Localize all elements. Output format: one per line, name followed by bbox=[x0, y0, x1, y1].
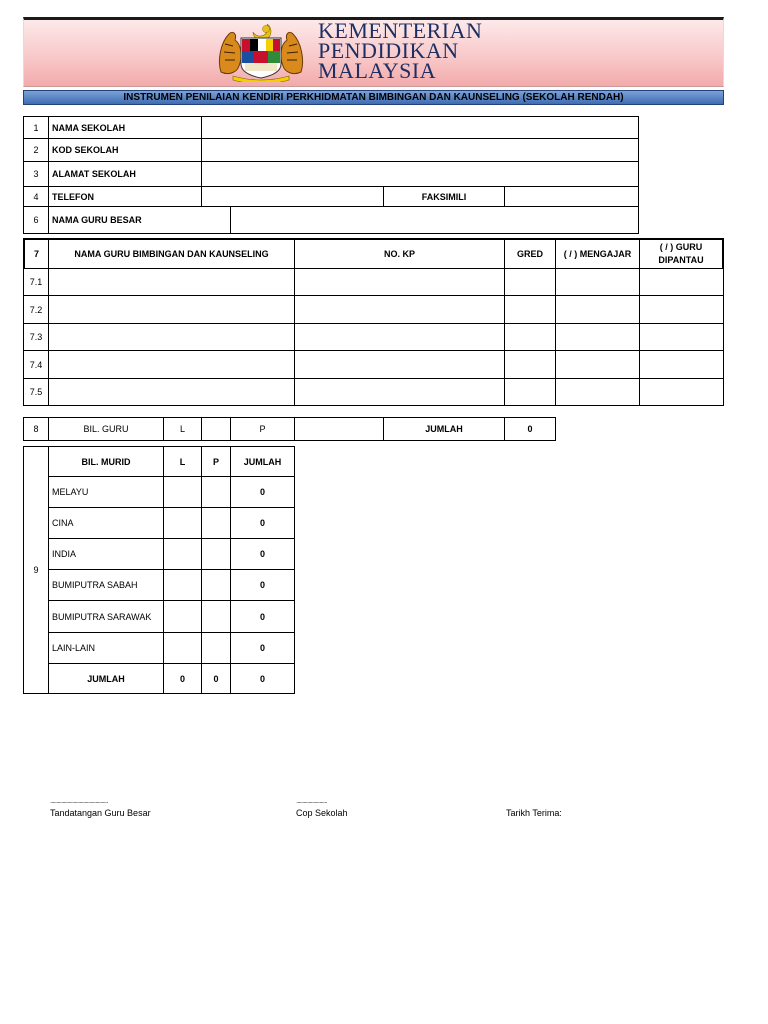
race-label-lain-lain: LAIN-LAIN bbox=[48, 632, 164, 664]
murid-jumlah-value: 0 bbox=[230, 538, 295, 570]
murid-p-input[interactable] bbox=[201, 569, 231, 601]
murid-p-input[interactable] bbox=[201, 632, 231, 664]
bil-guru-label: BIL. GURU bbox=[48, 417, 164, 441]
murid-l-input[interactable] bbox=[163, 569, 202, 601]
murid-p-input[interactable] bbox=[201, 476, 231, 508]
row-number: 7.3 bbox=[23, 323, 49, 351]
kod-sekolah-input[interactable] bbox=[201, 138, 639, 162]
murid-l-input[interactable] bbox=[163, 538, 202, 570]
jumlah-label: JUMLAH bbox=[383, 417, 505, 441]
telefon-input[interactable] bbox=[201, 186, 384, 207]
guru-l-input[interactable] bbox=[201, 417, 231, 441]
counselor-mengajar-checkbox[interactable] bbox=[555, 323, 640, 351]
ministry-line-2: PENDIDIKAN bbox=[318, 38, 459, 63]
ministry-line-3: MALAYSIA bbox=[318, 58, 437, 83]
counselor-mengajar-checkbox[interactable] bbox=[555, 350, 640, 379]
counselor-kp-input[interactable] bbox=[294, 378, 505, 406]
row-number: 7.4 bbox=[23, 350, 49, 379]
counselor-gred-input[interactable] bbox=[504, 268, 556, 296]
murid-l-input[interactable] bbox=[163, 507, 202, 539]
counselor-gred-input[interactable] bbox=[504, 350, 556, 379]
row-number: 2 bbox=[23, 138, 49, 162]
head-teacher-signature-label: Tandatangan Guru Besar bbox=[50, 808, 151, 818]
counselor-dipantau-checkbox[interactable] bbox=[639, 350, 724, 379]
guru-p-input[interactable] bbox=[294, 417, 384, 441]
nama-sekolah-input[interactable] bbox=[201, 116, 639, 139]
col-header-bil-murid: BIL. MURID bbox=[48, 446, 164, 477]
row-number: 7.2 bbox=[23, 295, 49, 324]
nama-guru-besar-input[interactable] bbox=[230, 206, 639, 234]
counselor-mengajar-checkbox[interactable] bbox=[555, 268, 640, 296]
col-label-l: L bbox=[163, 417, 202, 441]
murid-jumlah-value: 0 bbox=[230, 476, 295, 508]
murid-p-input[interactable] bbox=[201, 600, 231, 633]
faksimili-input[interactable] bbox=[504, 186, 639, 207]
field-label-nama-sekolah: NAMA SEKOLAH bbox=[48, 116, 202, 139]
murid-jumlah-value: 0 bbox=[230, 569, 295, 601]
race-label-bumiputra-sarawak: BUMIPUTRA SARAWAK bbox=[48, 600, 164, 633]
counselor-gred-input[interactable] bbox=[504, 295, 556, 324]
counselor-dipantau-checkbox[interactable] bbox=[639, 268, 724, 296]
murid-jumlah-value: 0 bbox=[230, 632, 295, 664]
col-header-mengajar: ( / ) MENGAJAR bbox=[555, 238, 640, 269]
school-stamp-label: Cop Sekolah bbox=[296, 808, 348, 818]
total-p-value: 0 bbox=[201, 663, 231, 694]
col-header-dipantau: ( / ) GURU DIPANTAU bbox=[639, 238, 724, 269]
row-number: 1 bbox=[23, 116, 49, 139]
field-label-alamat-sekolah: ALAMAT SEKOLAH bbox=[48, 161, 202, 187]
murid-jumlah-value: 0 bbox=[230, 507, 295, 539]
form-title: INSTRUMEN PENILAIAN KENDIRI PERKHIDMATAN BIMBINGAN DAN KAUNSELING (SEKOLAH RENDAH) bbox=[123, 92, 624, 103]
counselor-dipantau-checkbox[interactable] bbox=[639, 378, 724, 406]
row-number: 9 bbox=[23, 446, 49, 694]
ministry-name bbox=[318, 18, 483, 83]
row-number: 6 bbox=[23, 206, 49, 234]
counselor-dipantau-checkbox[interactable] bbox=[639, 295, 724, 324]
guru-jumlah-value: 0 bbox=[504, 417, 556, 441]
col-header-l: L bbox=[163, 446, 202, 477]
col-header-jumlah: JUMLAH bbox=[230, 446, 295, 477]
counselor-mengajar-checkbox[interactable] bbox=[555, 295, 640, 324]
counselor-dipantau-checkbox[interactable] bbox=[639, 323, 724, 351]
counselor-name-input[interactable] bbox=[48, 323, 295, 351]
race-label-india: INDIA bbox=[48, 538, 164, 570]
date-received-label: Tarikh Terima: bbox=[506, 808, 562, 818]
race-label-melayu: MELAYU bbox=[48, 476, 164, 508]
murid-p-input[interactable] bbox=[201, 507, 231, 539]
total-label: JUMLAH bbox=[48, 663, 164, 694]
total-l-value: 0 bbox=[163, 663, 202, 694]
alamat-sekolah-input[interactable] bbox=[201, 161, 639, 187]
race-label-bumiputra-sabah: BUMIPUTRA SABAH bbox=[48, 569, 164, 601]
counselor-kp-input[interactable] bbox=[294, 323, 505, 351]
col-label-p: P bbox=[230, 417, 295, 441]
col-header-kp: NO. KP bbox=[294, 238, 505, 269]
field-label-kod-sekolah: KOD SEKOLAH bbox=[48, 138, 202, 162]
counselor-name-input[interactable] bbox=[48, 268, 295, 296]
counselor-gred-input[interactable] bbox=[504, 378, 556, 406]
stamp-line: ......................... bbox=[296, 796, 327, 805]
murid-jumlah-value: 0 bbox=[230, 600, 295, 633]
total-jumlah-value: 0 bbox=[230, 663, 295, 694]
field-label-telefon: TELEFON bbox=[48, 186, 202, 207]
row-number: 7 bbox=[23, 238, 49, 269]
murid-l-input[interactable] bbox=[163, 632, 202, 664]
murid-l-input[interactable] bbox=[163, 600, 202, 633]
race-label-cina: CINA bbox=[48, 507, 164, 539]
counselor-name-input[interactable] bbox=[48, 295, 295, 324]
col-header-p: P bbox=[201, 446, 231, 477]
counselor-kp-input[interactable] bbox=[294, 295, 505, 324]
counselor-name-input[interactable] bbox=[48, 378, 295, 406]
row-number: 7.1 bbox=[23, 268, 49, 296]
ministry-line-1: KEMENTERIAN bbox=[318, 18, 483, 43]
field-label-nama-guru-besar: NAMA GURU BESAR bbox=[48, 206, 231, 234]
counselor-name-input[interactable] bbox=[48, 350, 295, 379]
coat-of-arms-icon bbox=[215, 20, 307, 82]
row-number: 8 bbox=[23, 417, 49, 441]
murid-p-input[interactable] bbox=[201, 538, 231, 570]
counselor-gred-input[interactable] bbox=[504, 323, 556, 351]
murid-l-input[interactable] bbox=[163, 476, 202, 508]
counselor-kp-input[interactable] bbox=[294, 268, 505, 296]
signature-line: ............................................... bbox=[50, 796, 108, 805]
row-number: 3 bbox=[23, 161, 49, 187]
counselor-kp-input[interactable] bbox=[294, 350, 505, 379]
counselor-mengajar-checkbox[interactable] bbox=[555, 378, 640, 406]
row-number: 4 bbox=[23, 186, 49, 207]
field-label-faksimili: FAKSIMILI bbox=[383, 186, 505, 207]
col-header-gred: GRED bbox=[504, 238, 556, 269]
row-number: 7.5 bbox=[23, 378, 49, 406]
col-header-name: NAMA GURU BIMBINGAN DAN KAUNSELING bbox=[48, 238, 295, 269]
